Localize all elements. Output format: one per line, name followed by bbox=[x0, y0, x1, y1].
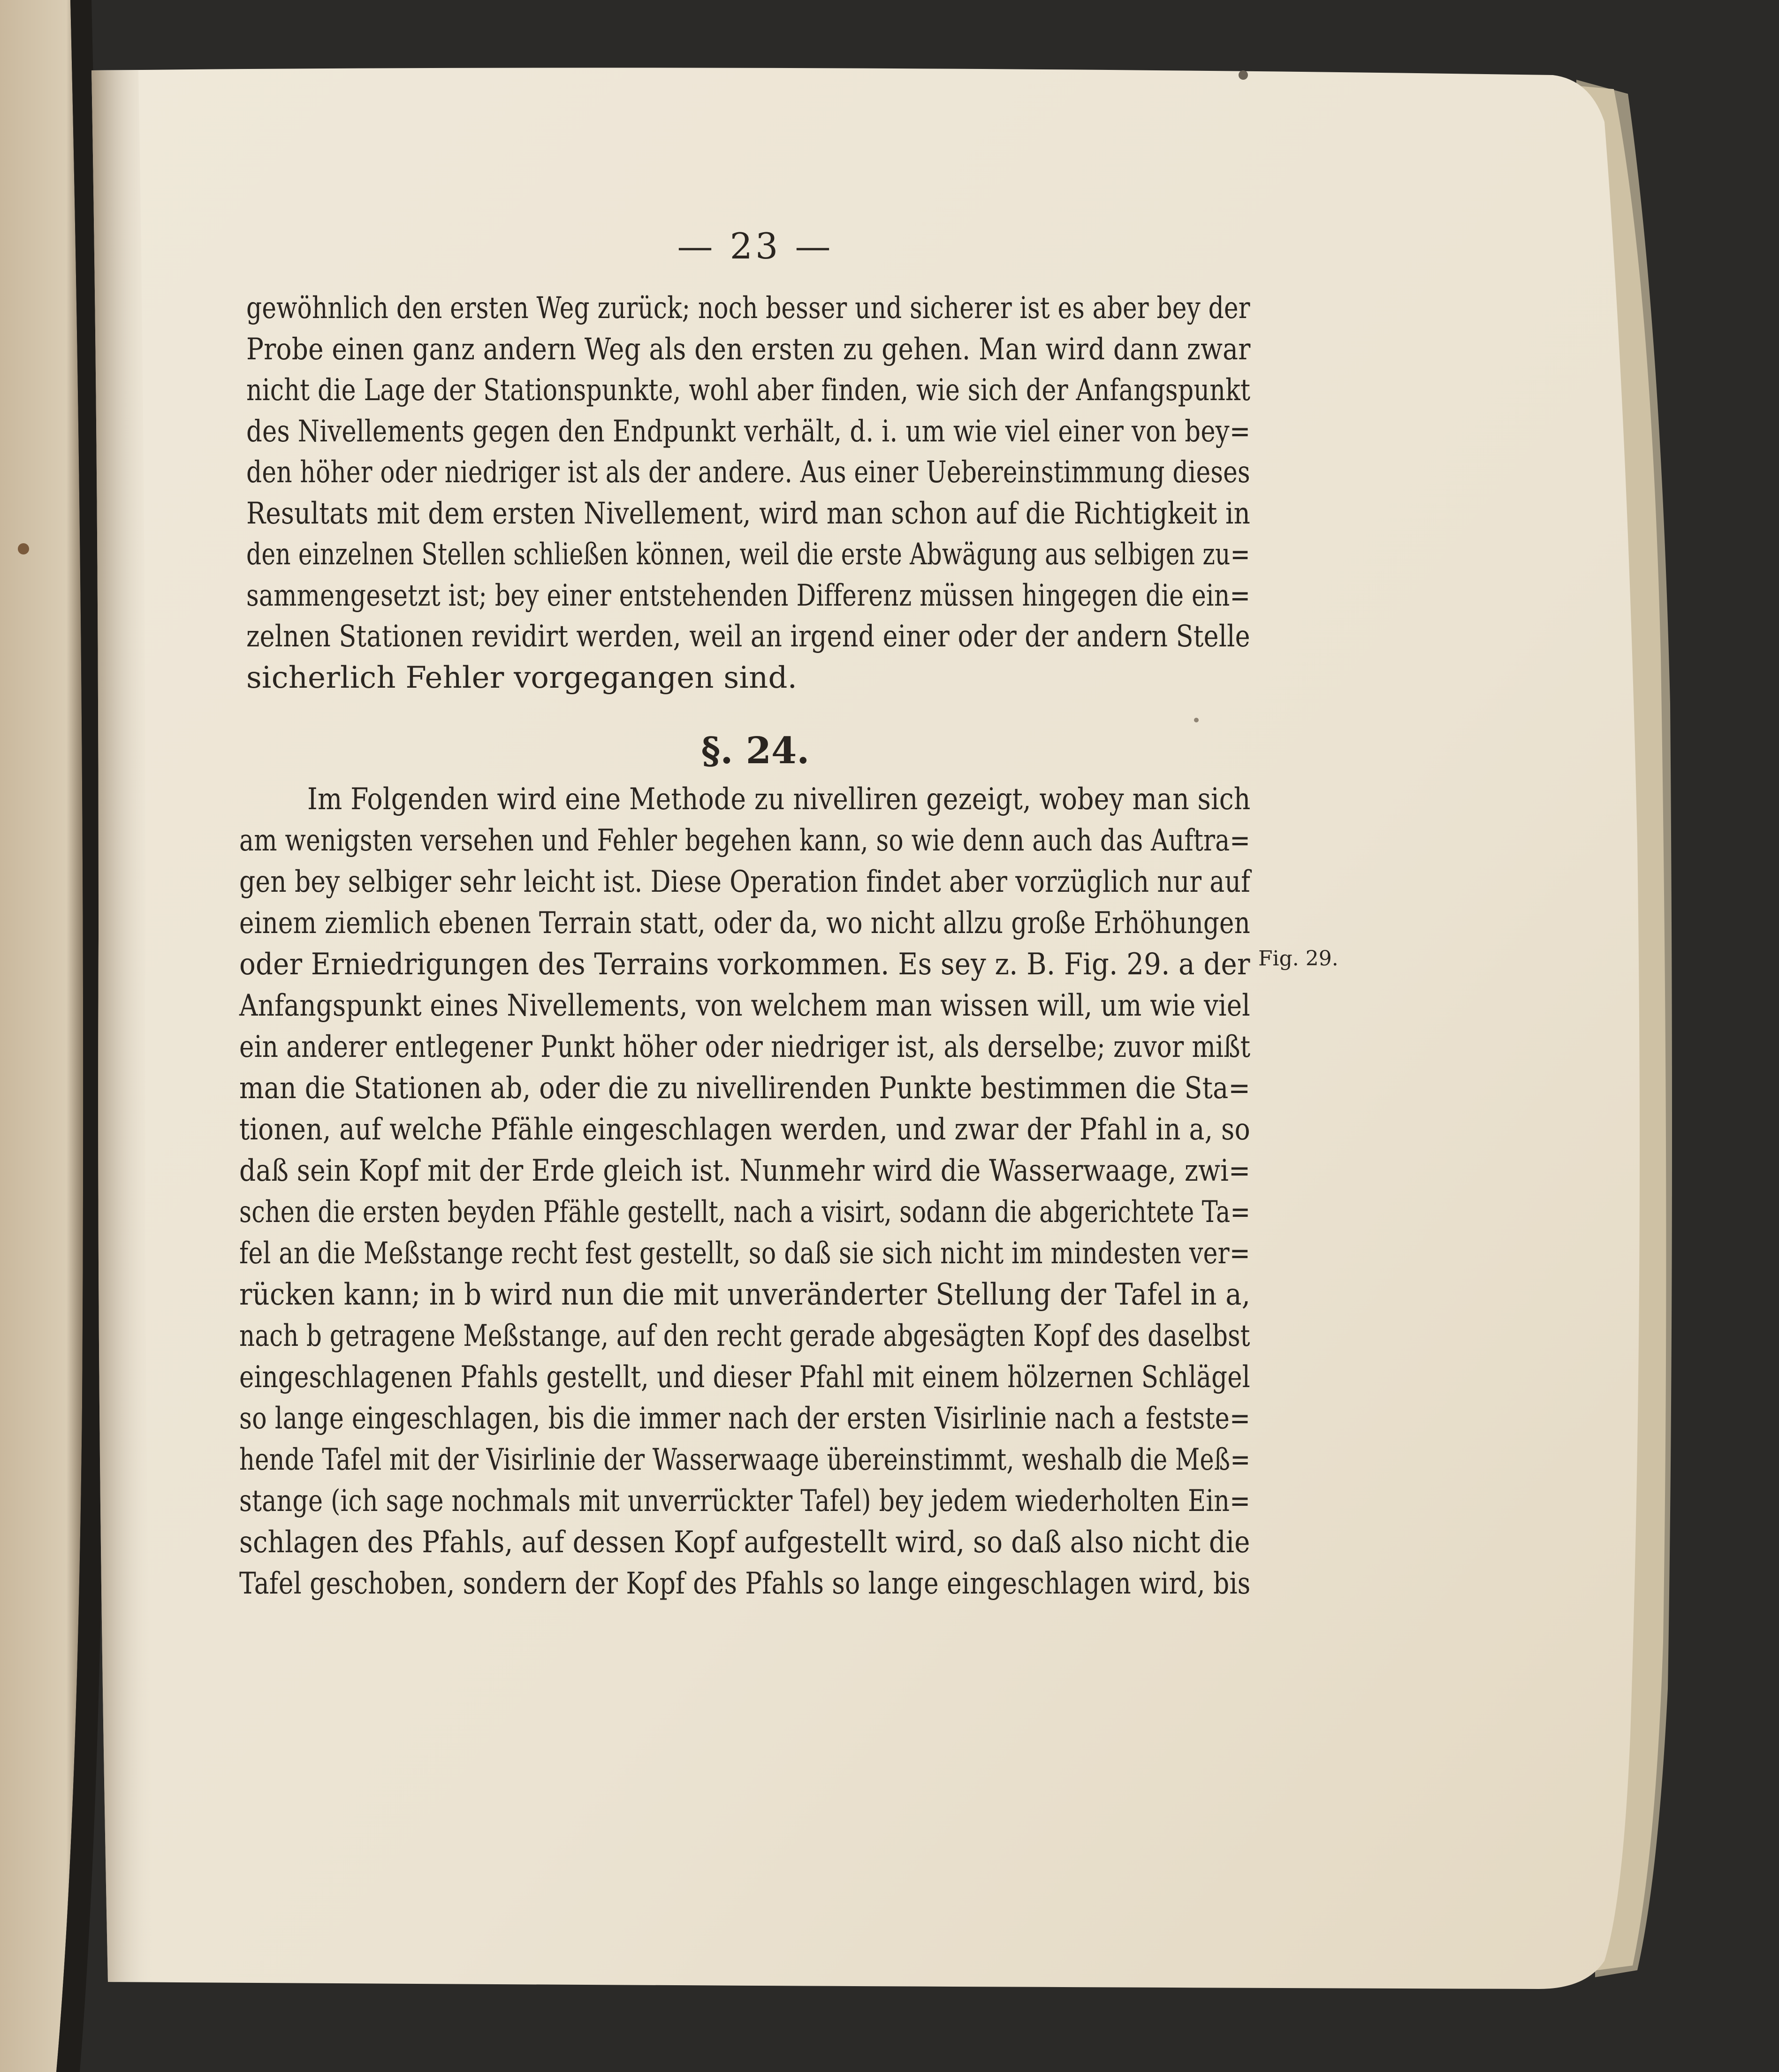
text-line: Resultats mit dem ersten Nivellement, wird man schon auf die Richtigkeit in bbox=[246, 496, 1250, 531]
text-line: stange (ich sage nochmals mit unverrückter Tafel) bey jedem wiederholten Ein= bbox=[239, 1484, 1251, 1518]
text-line: den einzelnen Stellen schließen können, weil die erste Abwägung aus selbigen zu= bbox=[246, 537, 1250, 572]
text-line: daß sein Kopf mit der Erde gleich ist. Nunmehr wird die Wasserwaage, zwi= bbox=[239, 1154, 1251, 1188]
text-line: sicherlich Fehler vorgegangen sind. bbox=[246, 660, 798, 695]
text-line: man die Stationen ab, oder die zu nivellirenden Punkte bestimmen die Sta= bbox=[239, 1071, 1251, 1106]
text-line: den höher oder niedriger ist als der andere. Aus einer Uebereinstimmung dieses bbox=[246, 455, 1250, 490]
text-line: sammengesetzt ist; bey einer entstehenden Differenz müssen hingegen die ein= bbox=[246, 578, 1251, 613]
section-heading: §. 24. bbox=[701, 729, 810, 772]
text-line: des Nivellements gegen den Endpunkt verhält, d. i. um wie viel einer von bey= bbox=[246, 414, 1251, 449]
text-line: tionen, auf welche Pfähle eingeschlagen werden, und zwar der Pfahl in a, so bbox=[239, 1112, 1250, 1147]
text-line: nicht die Lage der Stationspunkte, wohl aber finden, wie sich der Anfangspunkt bbox=[246, 373, 1251, 408]
text-line: Probe einen ganz andern Weg als den ersten zu gehen. Man wird dann zwar bbox=[246, 332, 1251, 367]
text-line: zelnen Stationen revidirt werden, weil an irgend einer oder der andern Stelle bbox=[246, 619, 1250, 654]
text-line: nach b getragene Meßstange, auf den recht gerade abgesägten Kopf des daselbst bbox=[239, 1319, 1250, 1353]
text-line: rücken kann; in b wird nun die mit unveränderter Stellung der Tafel in a, bbox=[239, 1277, 1251, 1312]
text-line: am wenigsten versehen und Fehler begehen kann, so wie denn auch das Auftra= bbox=[239, 823, 1251, 858]
text-line: einem ziemlich ebenen Terrain statt, oder da, wo nicht allzu große Erhöhungen bbox=[239, 906, 1250, 941]
text-line: schen die ersten beyden Pfähle gestellt, nach a visirt, sodann die abgerichtete Ta= bbox=[239, 1195, 1251, 1230]
text-line: eingeschlagenen Pfahls gestellt, und dieser Pfahl mit einem hölzernen Schlägel bbox=[239, 1360, 1250, 1395]
text-line: so lange eingeschlagen, bis die immer nach der ersten Visirlinie nach a festste= bbox=[239, 1401, 1251, 1436]
text-line: Im Folgenden wird eine Methode zu nivelliren gezeigt, wobey man sich bbox=[307, 782, 1251, 817]
text-line: oder Erniedrigungen des Terrains vorkommen. Es sey z. B. Fig. 29. a der bbox=[239, 947, 1250, 982]
text-line: ein anderer entlegener Punkt höher oder niedriger ist, als derselbe; zuvor mißt bbox=[239, 1030, 1251, 1064]
text-line: gewöhnlich den ersten Weg zurück; noch besser und sicherer ist es aber bey der bbox=[246, 291, 1250, 326]
text-line: Tafel geschoben, sondern der Kopf des Pfahls so lange eingeschlagen wird, bis bbox=[239, 1566, 1251, 1601]
text-line: schlagen des Pfahls, auf dessen Kopf aufgestellt wird, so daß also nicht die bbox=[239, 1525, 1250, 1560]
text-line: fel an die Meßstange recht fest gestellt, so daß sie sich nicht im mindesten ver= bbox=[239, 1236, 1250, 1271]
page-number: — 23 — bbox=[677, 225, 834, 267]
text-line: Anfangspunkt eines Nivellements, von welchem man wissen will, um wie viel bbox=[239, 988, 1250, 1023]
margin-note-figure: Fig. 29. bbox=[1258, 947, 1338, 971]
text-line: hende Tafel mit der Visirlinie der Wasserwaage übereinstimmt, weshalb die Meß= bbox=[239, 1442, 1251, 1477]
text-line: gen bey selbiger sehr leicht ist. Diese Operation findet aber vorzüglich nur auf bbox=[239, 865, 1251, 899]
